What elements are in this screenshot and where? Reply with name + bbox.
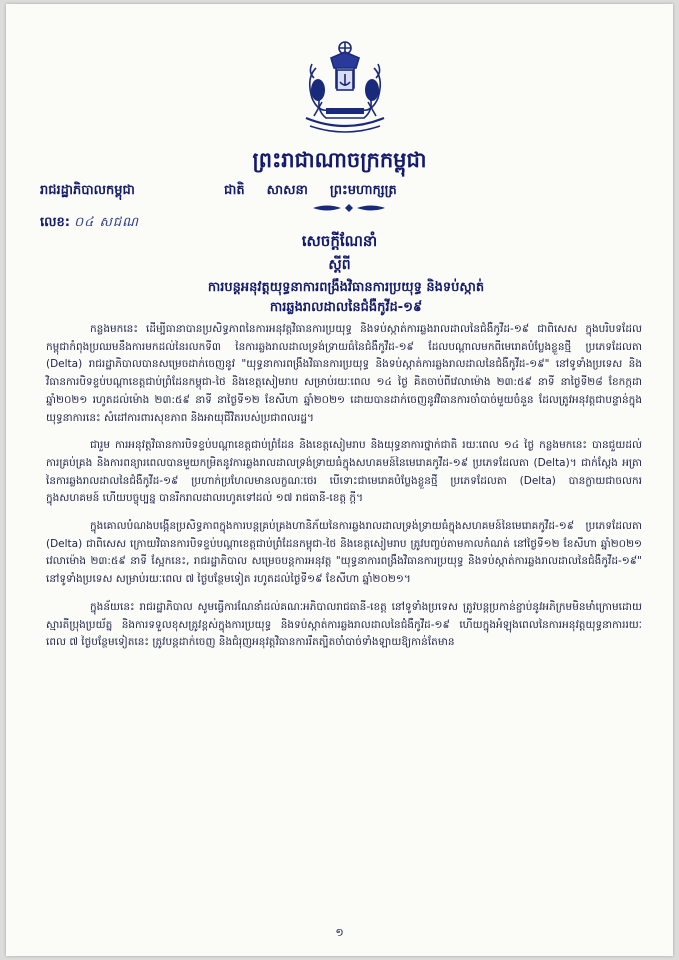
document-page xyxy=(6,4,673,956)
royal-coat-of-arms-icon xyxy=(296,38,394,140)
subject-line-1: ការបន្តអនុវត្តយុទ្ធនាការពង្រឹងវិធានការប្រយុទ្ធ និងទប់ស្កាត់ xyxy=(207,280,485,295)
page-number: ១ xyxy=(335,926,344,939)
motto-nation: ជាតិ xyxy=(224,183,245,198)
body-paragraph-2: ជារួម ការអនុវត្តវិធានការបិទខ្ទប់បណ្តាខេត្តជាប់ព្រំដែន និងខេត្តសៀមរាប និងយុទ្ធនាការថ្នាក់ជាតិ រយៈពេល ១៤ ថ្ងៃ កន្លងមកនេះ បានជួយដល់ការគ្រប់គ្រង និងការពន្យារពេលបានមួយកម្រិតនូវការឆ្លងរាលដាលទ្រង់ទ្រាយធំក្នុងសហគមន៍នៃមេរោគកូវីដ-១៩ ប្រភេទដែលតា (Delta)។ ជាក់ស្តែង អត្រានៃការឆ្លងរាលដាលនៃជំងឺកូវីដ-១៩ ប្រហាក់ប្រហែលមានលក្ខណៈថេរ បើទោះជាមេរោគបំប្លែងខ្លួនថ្មី ប្រភេទដែលតា (Delta) បានក្លាយជាចលករក្នុងសហគមន៍ ហើយបច្ចុប្បន្ន បានរីករាលដាលរហូតទៅដល់ ១៧ រាជធានី-ខេត្ត ក្តី។ xyxy=(46,439,642,505)
kingdom-title: ព្រះរាជាណាចក្រកម្ពុជា xyxy=(252,148,427,172)
reference-number xyxy=(40,214,139,233)
divider-ornament-icon xyxy=(311,203,387,213)
motto-religion: សាសនា xyxy=(266,183,308,198)
document-on-label: ស្តីពី xyxy=(328,257,351,273)
reference-value: ០៤ សជណ xyxy=(73,215,140,230)
document-subject xyxy=(46,278,646,318)
body-paragraph-1: កន្លងមកនេះ ដើម្បីធានាបានប្រសិទ្ធភាពនៃការអនុវត្តវិធានការប្រយុទ្ធ និងទប់ស្កាត់ការឆ្លងរាលដាលនៃជំងឺកូវីដ-១៩ ជាពិសេស ក្នុងបរិបទដែលកម្ពុជាកំពុងប្រឈមនឹងការមកដល់នៃរលកទី៣ នៃការឆ្លងរាលដាលទ្រង់ទ្រាយធំនៃជំងឺកូវីដ-១៩ ដែលបណ្តាលមកពីមេរោគបំប្លែងខ្លួនថ្មី ប្រភេទដែលតា (Delta) រាជរដ្ឋាភិបាលបានសម្រេចដាក់ចេញនូវ "យុទ្ធនាការពង្រឹងវិធានការប្រយុទ្ធ និងទប់ស្កាត់ការឆ្លងរាលដាលនៃជំងឺកូវីដ-១៩" នៅទូទាំងប្រទេស និងវិធានការបិទខ្ទប់បណ្តាខេត្តជាប់ព្រំដែនកម្ពុជា-ថៃ និងខេត្តសៀមរាប សម្រាប់រយៈពេល ១៤ ថ្ងៃ គិតចាប់ពីវេលាម៉ោង ២៣:៥៩ នាទី នាថ្ងៃទី២៨ ខែកក្កដា ឆ្នាំ២០២១ រហូតដល់ម៉ោង ២៣:៥៩ នាទី នាថ្ងៃទី១២ ខែសីហា ឆ្នាំ២០២១ ដោយបានដាក់ចេញនូវវិធានការចាំបាច់មួយចំនួន ដែលត្រូវអនុវត្តជាបន្ទាន់ក្នុងយុទ្ធនាការនេះ សំដៅការពារសុខភាព និងអាយុជីវិតរបស់ប្រជាពលរដ្ឋ។ xyxy=(46,323,642,424)
body-paragraph-3: ក្នុងគោលបំណងបង្កើនប្រសិទ្ធភាពក្នុងការបន្តគ្រប់គ្រងហានិភ័យនៃការឆ្លងរាលដាលទ្រង់ទ្រាយធំក្នុងសហគមន៍នៃមេរោគកូវីដ-១៩ ប្រភេទដែលតា (Delta) ជាពិសេស ក្រោយវិធានការបិទខ្ទប់បណ្តាខេត្តជាប់ព្រំដែនកម្ពុជា-ថៃ និងខេត្តសៀមរាប ត្រូវបញ្ចប់តាមកាលកំណត់ នៅថ្ងៃទី១២ ខែសីហា ឆ្នាំ២០២១ វេលាម៉ោង ២៣:៥៩ នាទី ស្អែកនេះ, រាជរដ្ឋាភិបាល សម្រេចបន្តការអនុវត្ត "យុទ្ធនាការពង្រឹងវិធានការប្រយុទ្ធ និងទប់ស្កាត់ការឆ្លងរាលដាលនៃជំងឺកូវីដ-១៩" នៅទូទាំងប្រទេស សម្រាប់រយៈពេល ៧ ថ្ងៃបន្ថែមទៀត រហូតដល់ថ្ងៃទី១៩ ខែសីហា ឆ្នាំ២០២១។ xyxy=(46,520,642,586)
subject-line-2: ការឆ្លងរាលដាលនៃជំងឺកូវីដ-១៩ xyxy=(269,300,423,315)
national-motto xyxy=(224,182,397,201)
body-paragraph-4: ក្នុងន័យនេះ រាជរដ្ឋាភិបាល សូមធ្វើការណែនាំដល់គណៈអភិបាលរាជធានី-ខេត្ត នៅទូទាំងប្រទេស ត្រូវបន្តប្រកាន់ខ្ជាប់នូវអភិក្រមមិនមាំក្រោមដោយស្មារតីប្រុងប្រយ័ត្ន និងការទទួលខុសត្រូវខ្ពស់ក្នុងការប្រយុទ្ធ និងទប់ស្កាត់ការឆ្លងរាលដាលនៃជំងឺកូវីដ-១៩ ហើយក្នុងអំឡុងពេលនៃការអនុវត្តយុទ្ធនាការរយៈពេល ៧ ថ្ងៃបន្ថែមទៀតនេះ ត្រូវបន្តដាក់ចេញ និងជំរុញអនុវត្តវិធានការរឹតត្បិតចាំបាច់ទាំងឡាយឱ្យកាន់តែមាន xyxy=(46,600,642,649)
issuing-authority: រាជរដ្ឋាភិបាលកម្ពុជា xyxy=(40,183,135,198)
document-body xyxy=(46,321,642,662)
reference-label: លេខ: xyxy=(40,215,70,230)
document-type: សេចក្តីណែនាំ xyxy=(301,232,378,250)
motto-king: ព្រះមហាក្សត្រ xyxy=(329,183,397,198)
